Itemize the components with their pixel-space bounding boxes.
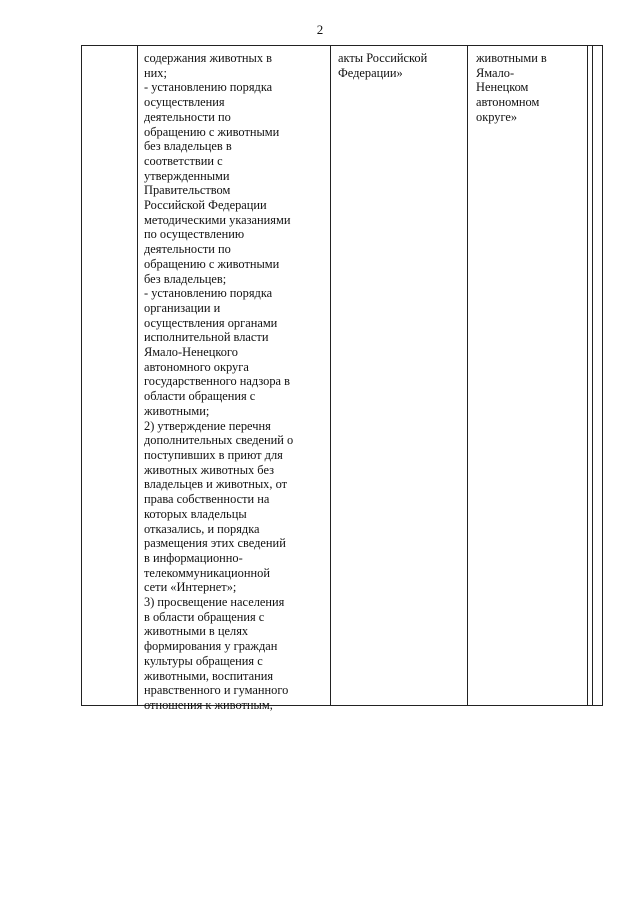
table-cell-col-3: акты Российской Федерации» <box>338 51 428 80</box>
column-divider <box>592 46 593 705</box>
table-cell-col-4: животными в Ямало- Ненецком автономном округе» <box>476 51 547 124</box>
document-table <box>81 45 603 712</box>
column-divider <box>330 46 331 705</box>
column-divider <box>587 46 588 705</box>
column-divider <box>137 46 138 705</box>
page-number: 2 <box>316 22 324 37</box>
column-divider <box>467 46 468 705</box>
table-cell-col-2: содержания животных в них; - установлению порядка осуществления деятельности по обращению с животными без владельцев в соответствии с утвержденными Правительством Российской Федерации методическими указаниями по осуществлению деятельности по обращению с животными без владельцев; - установлению порядка организации и осуществления органами исполнительной власти Ямало-Ненецкого автономного округа государственного надзора в области обращения с животными; 2) утверждение перечня дополнительных сведений о поступивших в приют для животных животных без владельцев и животных, от права собственности на которых владельцы отказались, и порядка размещения этих сведений в информационно- телекоммуникационной сети «Интернет»; 3) просвещение населения в области обращения с животными в целях формирования у граждан культуры обращения с животными, воспитания нравственного и гуманного отношения к животным, <box>144 51 294 712</box>
